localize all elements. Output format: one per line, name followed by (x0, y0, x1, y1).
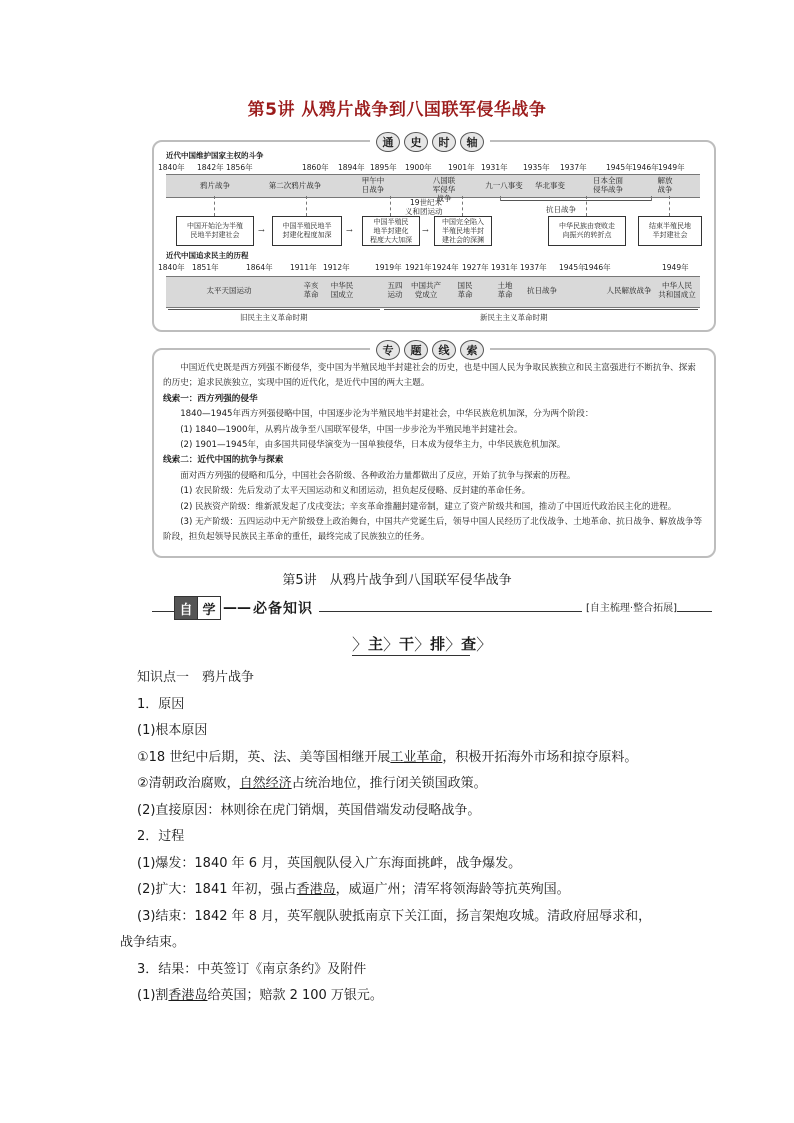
event-label: 五四 运动 (387, 281, 403, 299)
event-label: 九一八事变 (485, 181, 523, 190)
text: 占统治地位，推行闭关锁国政策。 (291, 776, 487, 791)
body-text (120, 665, 680, 1010)
h1-1: (1)根本原因 (137, 723, 208, 738)
arrow-icon: → (346, 226, 353, 235)
event-label: 国民 革命 (457, 281, 473, 299)
state-box: 中国半殖民 地半封建化 程度大大加深 (362, 216, 420, 246)
event-label: 解放 战争 (657, 176, 673, 194)
year-label: 1840年 (158, 263, 185, 272)
h3: 3．结果：中英签订《南京条约》及附件 (137, 961, 367, 977)
event-label: 土地 革命 (497, 281, 513, 299)
clue1-p1: (1) 1840—1900年，从鸦片战争至八国联军侵华，中国一步步沦为半殖民地半封建社会。 (180, 424, 523, 435)
year-label: 1851年 (192, 263, 219, 272)
connector (306, 196, 307, 216)
event-label: 太平天国运动 (206, 286, 252, 295)
section-title: 第5讲 从鸦片战争到八国联军侵华战争 (282, 573, 512, 588)
event-label: 辛亥 革命 (303, 281, 319, 299)
timeline-section2-label: 近代中国追求民主的历程 (166, 251, 249, 260)
year-label: 1946年 (632, 163, 659, 172)
year-label: 1949年 (662, 263, 689, 272)
p2a: (1)爆发：1840 年 6 月，英国舰队侵入广东海面挑衅，战争爆发。 (137, 855, 522, 871)
year-label: 1911年 (290, 263, 317, 272)
event-label: 日本全面 侵华战争 (593, 176, 623, 194)
banner-zi: 自 (179, 602, 193, 618)
badge-char: 时 (432, 132, 456, 152)
badge-char: 线 (432, 340, 456, 360)
event-label: 华北事变 (535, 181, 565, 190)
event-label: 鸦片战争 (200, 181, 230, 190)
event-label: 第二次鸦片战争 (268, 181, 322, 190)
clue2-p2: (2) 民族资产阶级：维新派发起了戊戌变法；辛亥革命推翻封建帝制，建立了资产阶级共和国，推动了中国近代政治民主化的进程。 (180, 501, 677, 512)
timeline-section1-label: 近代中国维护国家主权的斗争 (166, 151, 264, 160)
banner-xue-box (197, 596, 221, 620)
year-label: 1840年 (158, 163, 185, 172)
banner-right: [自主梳理·整合拓展] (582, 599, 677, 614)
year-label: 1937年 (560, 163, 587, 172)
divider (500, 200, 652, 201)
badge-char: 题 (404, 340, 428, 360)
zhugan-char: 查 (461, 635, 477, 653)
underlined-keyword: 自然经济 (239, 776, 292, 791)
p2c-cont: 战争结束。 (120, 935, 186, 950)
text: (2)扩大：1841 年初，强占 (137, 882, 297, 897)
zhugan-char: 排 (430, 635, 446, 653)
note-19c: 19世纪末 (410, 198, 443, 207)
connector (462, 196, 463, 216)
year-label: 1842年 (197, 163, 224, 172)
zhugan-char: 干 (399, 635, 415, 653)
clue1-p2: (2) 1901—1945年，由多国共同侵华演变为一国单独侵华，日本成为侵华主力，中华民族危机加深。 (180, 440, 566, 451)
period-new: 新民主主义革命时期 (480, 313, 548, 322)
connector (214, 196, 215, 216)
divider (500, 196, 501, 201)
p3a (120, 983, 680, 1010)
banner-label: 必备知识 (253, 601, 313, 617)
banner-zi-box (174, 596, 198, 620)
year-label: 1931年 (491, 263, 518, 272)
year-label: 1946年 (584, 263, 611, 272)
year-label: 1856年 (226, 163, 253, 172)
timeline-badge (370, 132, 490, 152)
underlined-keyword: 香港岛 (296, 882, 336, 897)
thread-badge (370, 340, 490, 360)
year-label: 1864年 (246, 263, 273, 272)
zhugan-heading (352, 632, 492, 655)
divider (168, 309, 380, 310)
clue1-intro: 1840—1945年西方列强侵略中国，中国逐步沦为半殖民地半封建社会，中华民族危机加深，分为两个阶段： (180, 409, 594, 420)
banner (174, 595, 319, 621)
event-label: 中国共产 党成立 (411, 281, 441, 299)
note-kangri: 抗日战争 (546, 205, 576, 214)
note-yihe: 义和团运动 (405, 207, 443, 216)
event-label: 抗日战争 (527, 286, 557, 295)
year-label: 1949年 (658, 163, 685, 172)
chevron-icon: 〉 (476, 635, 493, 654)
arrow-icon: → (258, 226, 265, 235)
event-label: 中华人民 共和国成立 (658, 281, 696, 299)
chevron-icon: 〉 (352, 635, 369, 654)
zhugan-char: 主 (368, 635, 384, 653)
underlined-keyword: 香港岛 (168, 988, 208, 1003)
p2b (120, 877, 680, 904)
clue2-p3: (3) 无产阶级：五四运动中无产阶级登上政治舞台，中国共产党诞生后，领导中国人民经历了北伐战争、土地革命、抗日战争、解放战争等阶段，担负起领导民族民主革命的重任，最终完成了民族独立的任务。 (163, 517, 703, 543)
year-label: 1895年 (370, 163, 397, 172)
year-label: 1924年 (432, 263, 459, 272)
clue1-title: 线索一：西方列强的侵华 (163, 393, 258, 404)
period-old: 旧民主主义革命时期 (240, 313, 308, 322)
event-label: 甲午中 日战争 (361, 176, 385, 194)
state-box: 中国完全陷入 半殖民地半封 建社会的深渊 (434, 216, 492, 246)
year-label: 1894年 (338, 163, 365, 172)
state-box: 结束半殖民地 半封建社会 (638, 216, 702, 246)
clue2-intro: 面对西方列强的侵略和瓜分，中国社会各阶级、各种政治力量都做出了反应，开始了抗争与探索的历程。 (180, 470, 576, 481)
line-1b (120, 771, 680, 798)
text: ，威逼广州；清军将领海龄等抗英殉国。 (335, 882, 570, 897)
event-label: 八国联 军侵华 战争 (432, 176, 456, 203)
line-1a (120, 745, 680, 772)
badge-char: 史 (404, 132, 428, 152)
zhugan-underline (352, 655, 470, 656)
divider (651, 196, 652, 201)
year-label: 1945年 (559, 263, 586, 272)
badge-char: 通 (376, 132, 400, 152)
badge-char: 轴 (460, 132, 484, 152)
kp1-heading: 知识点一 鸦片战争 (137, 670, 255, 685)
state-box: 中华民族由衰败走 向振兴的转折点 (548, 216, 626, 246)
state-box: 中国半殖民地半 封建化程度加深 (272, 216, 342, 246)
year-label: 1935年 (523, 163, 550, 172)
badge-char: 专 (376, 340, 400, 360)
year-label: 1931年 (481, 163, 508, 172)
divider (384, 309, 698, 310)
badge-char: 索 (460, 340, 484, 360)
year-label: 1927年 (462, 263, 489, 272)
connector (390, 196, 391, 216)
text: 给英国；赔款 2 100 万银元。 (207, 988, 383, 1003)
year-label: 1937年 (520, 263, 547, 272)
h2: 2．过程 (137, 829, 185, 844)
year-label: 1901年 (448, 163, 475, 172)
h1: 1．原因 (137, 696, 185, 712)
year-label: 1919年 (375, 263, 402, 272)
year-label: 1921年 (405, 263, 432, 272)
p2c: (3)结束：1842 年 8 月，英军舰队驶抵南京下关江面，扬言架炮攻城。清政府屈辱求和， (137, 908, 652, 924)
text: ②清朝政治腐败， (137, 776, 240, 791)
page-title: 第5讲 从鸦片战争到八国联军侵华战争 (247, 100, 547, 120)
text: (1)割 (137, 988, 169, 1003)
underlined-keyword: 工业革命 (390, 749, 443, 765)
thread-text (163, 361, 703, 546)
arrow-icon: → (422, 226, 429, 235)
clue2-title: 线索二：近代中国的抗争与探索 (163, 455, 284, 466)
year-label: 1945年 (606, 163, 633, 172)
clue2-p1: (1) 农民阶级：先后发动了太平天国运动和义和团运动，担负起反侵略、反封建的革命任务。 (180, 486, 531, 497)
chevron-icon: 〉 (414, 635, 431, 654)
connector (586, 196, 587, 216)
banner-xue: 学 (202, 602, 216, 618)
year-label: 1912年 (323, 263, 350, 272)
connector (669, 196, 670, 216)
state-box: 中国开始沦为半殖 民地半封建社会 (176, 216, 254, 246)
event-label: 中华民 国成立 (330, 281, 354, 299)
chevron-icon: 〉 (383, 635, 400, 654)
thread-intro: 中国近代史既是西方列强不断侵华，变中国为半殖民地半封建社会的历史，也是中国人民为争取民族独立和民主富强进行不断抗争、探索的历史；追求民族独立，实现中国的近代化，是近代中国的两大主题。 (163, 363, 696, 389)
event-label: 人民解放战争 (606, 286, 652, 295)
year-label: 1900年 (405, 163, 432, 172)
text: ，积极开拓海外市场和掠夺原料。 (442, 749, 638, 765)
text: ①18 世纪中后期，英、法、美等国相继开展 (137, 749, 391, 765)
year-label: 1860年 (302, 163, 329, 172)
h1-2: (2)直接原因：林则徐在虎门销烟，英国借端发动侵略战争。 (137, 802, 481, 818)
chevron-icon: 〉 (445, 635, 462, 654)
banner-dash: —— (223, 600, 251, 616)
